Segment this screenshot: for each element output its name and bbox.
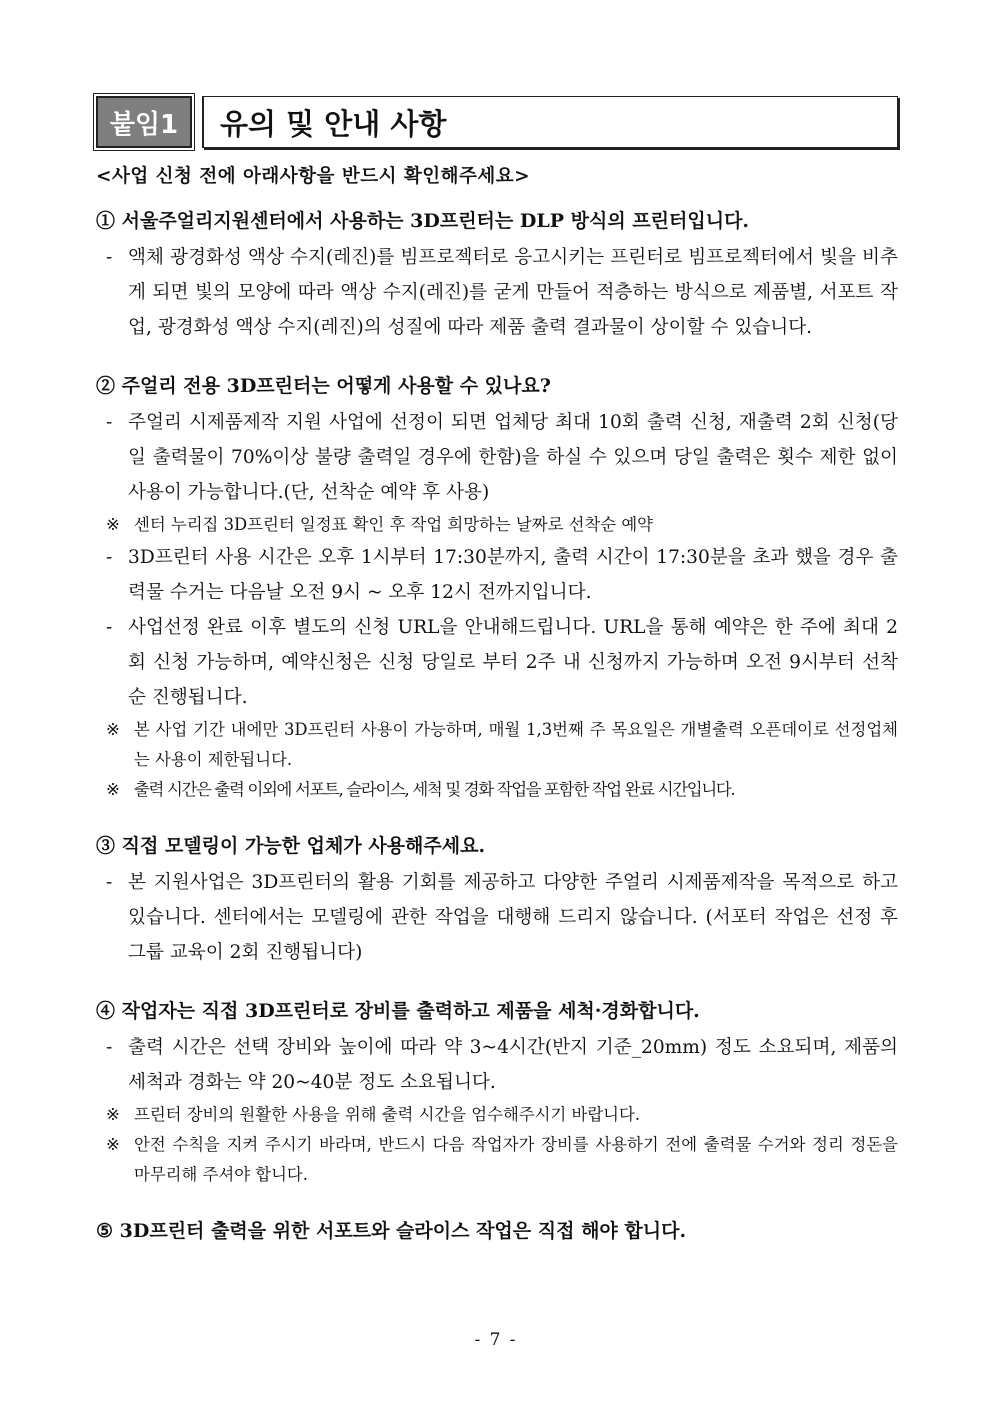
page-title: 유의 및 안내 사항 [202, 96, 898, 148]
note-item [96, 510, 898, 540]
section-2 [96, 371, 898, 805]
section-title: ① 서울주얼리지원센터에서 사용하는 3D프린터는 DLP 방식의 프린터입니다. [96, 210, 750, 232]
document-page [96, 96, 898, 1250]
note-marker: ※ [106, 720, 120, 739]
item-text: 3D프린터 사용 시간은 오후 1시부터 17:30분까지, 출력 시간이 17:30분을 초과 했을 경우 출력물 수거는 다음날 오전 9시 ~ 오후 12시 전까지입니다. [128, 547, 898, 603]
item-text: 사업선정 완료 이후 별도의 신청 URL을 안내해드립니다. URL을 통해 예약은 한 주에 최대 2회 신청 가능하며, 예약신청은 신청 당일로 부터 2주 내 신청까지 가능하며 오전 9시부터 선착순 진행됩니다. [128, 617, 898, 708]
bullet-marker: - [106, 1037, 113, 1058]
section-title: ② 주얼리 전용 3D프린터는 어떻게 사용할 수 있나요? [96, 375, 551, 397]
note-item [96, 775, 898, 805]
section-title: ⑤ 3D프린터 출력을 위한 서포트와 슬라이스 작업은 직접 해야 합니다. [96, 1220, 687, 1242]
item-text: 프린터 장비의 원활한 사용을 위해 출력 시간을 엄수해주시기 바랍니다. [134, 1105, 641, 1124]
bullet-marker: - [106, 872, 113, 893]
note-marker: ※ [106, 1135, 120, 1154]
subtitle: <사업 신청 전에 아래사항을 반드시 확인해주세요> [96, 166, 531, 187]
item-text: 본 사업 기간 내에만 3D프린터 사용이 가능하며, 매월 1,3번째 주 목요일은 개별출력 오픈데이로 선정업체는 사용이 제한됩니다. [134, 720, 898, 769]
page-number: - 7 - [474, 1330, 518, 1350]
section-1 [96, 206, 898, 345]
item-text: 센터 누리집 3D프린터 일정표 확인 후 작업 희망하는 날짜로 선착순 예약 [134, 515, 654, 534]
section-title: ③ 직접 모델링이 가능한 업체가 사용해주세요. [96, 835, 486, 857]
item-text: 출력 시간은 선택 장비와 높이에 따라 약 3~4시간(반지 기준_20mm) 정도 소요되며, 제품의 세척과 경화는 약 20~40분 정도 소요됩니다. [128, 1037, 898, 1093]
note-item [96, 1130, 898, 1190]
bullet-item [96, 1030, 898, 1100]
item-text: 출력 시간은 출력 이외에 서포트, 슬라이스, 세척 및 경화 작업을 포함한 작업 완료 시간입니다. [134, 780, 735, 799]
bullet-item [96, 540, 898, 610]
note-marker: ※ [106, 780, 120, 799]
item-text: 안전 수칙을 지켜 주시기 바라며, 반드시 다음 작업자가 장비를 사용하기 전에 출력물 수거와 정리 정돈을 마무리해 주셔야 합니다. [134, 1135, 898, 1184]
note-marker: ※ [106, 515, 120, 534]
bullet-marker: - [106, 617, 113, 638]
sections-container [96, 206, 898, 1246]
bullet-item [96, 610, 898, 715]
note-item [96, 1100, 898, 1130]
section-5 [96, 1216, 898, 1246]
bullet-marker: - [106, 412, 113, 433]
section-3 [96, 831, 898, 970]
attachment-header [96, 96, 898, 148]
bullet-marker: - [106, 547, 113, 568]
item-text: 본 지원사업은 3D프린터의 활용 기회를 제공하고 다양한 주얼리 시제품제작을 목적으로 하고 있습니다. 센터에서는 모델링에 관한 작업을 대행해 드리지 않습니다. (서포터 작업은 선정 후 그룹 교육이 2회 진행됩니다) [128, 872, 898, 963]
section-title: ④ 작업자는 직접 3D프린터로 장비를 출력하고 제품을 세척·경화합니다. [96, 1000, 700, 1022]
bullet-item [96, 240, 898, 345]
attachment-tag: 붙임1 [96, 96, 192, 148]
section-4 [96, 996, 898, 1190]
item-text: 액체 광경화성 액상 수지(레진)를 빔프로젝터로 응고시키는 프린터로 빔프로젝터에서 빛을 비추게 되면 빛의 모양에 따라 액상 수지(레진)를 굳게 만들어 적층하는 방식으로 제품별, 서포트 작업, 광경화성 액상 수지(레진)의 성질에 따라 제품 출력 결과물이 상이할 수 있습니다. [128, 247, 898, 338]
item-text: 주얼리 시제품제작 지원 사업에 선정이 되면 업체당 최대 10회 출력 신청, 재출력 2회 신청(당일 출력물이 70%이상 불량 출력일 경우에 한함)을 하실 수 있으며 당일 출력은 횟수 제한 없이 사용이 가능합니다.(단, 선착순 예약 후 사용) [128, 412, 898, 503]
note-item [96, 715, 898, 775]
bullet-item [96, 865, 898, 970]
bullet-item [96, 405, 898, 510]
bullet-marker: - [106, 247, 113, 268]
note-marker: ※ [106, 1105, 120, 1124]
